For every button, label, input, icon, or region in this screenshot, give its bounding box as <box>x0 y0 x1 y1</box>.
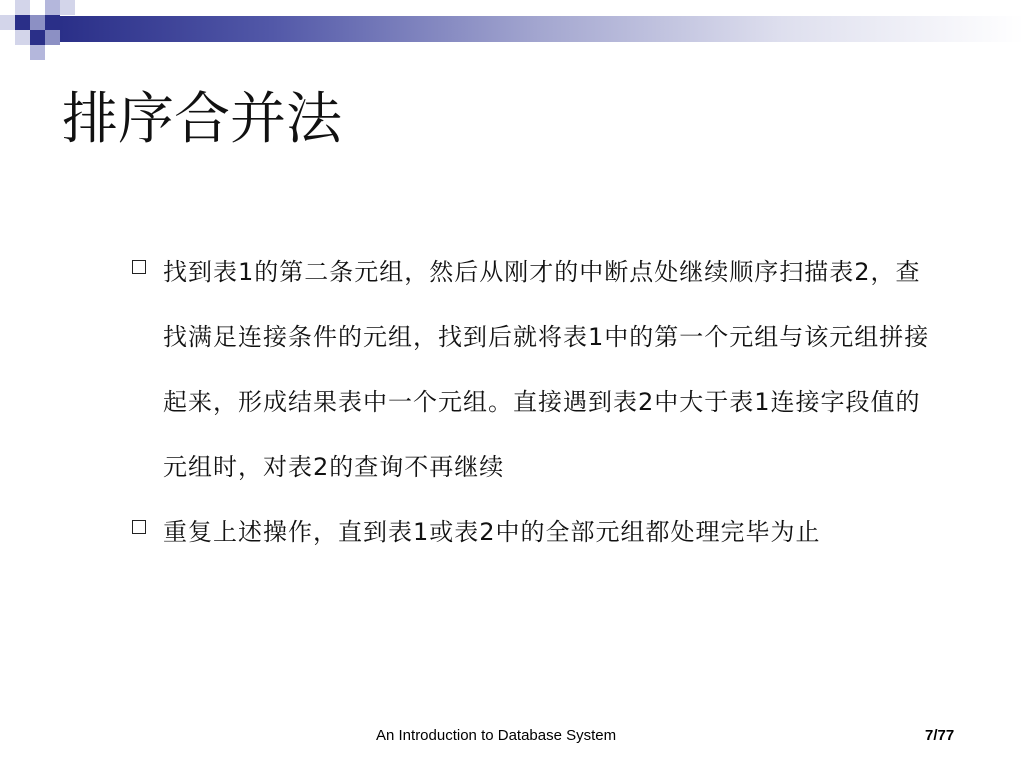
decor-square <box>30 30 45 45</box>
decor-square <box>45 30 60 45</box>
decor-square <box>15 0 30 15</box>
decor-square <box>15 15 30 30</box>
bullet-item <box>132 500 932 565</box>
slide-title: 排序合并法 <box>62 87 342 152</box>
hollow-square-bullet-icon <box>132 520 146 534</box>
bullet-text: 找到表1的第二条元组，然后从刚才的中断点处继续顺序扫描表2，查找满足连接条件的元组，找到后就将表1中的第一个元组与该元组拼接起来，形成结果表中一个元组。直接遇到表2中大于表1连接字段值的元组时，对表2的查询不再继续 <box>163 258 930 481</box>
decor-square <box>30 45 45 60</box>
decor-square <box>45 15 60 30</box>
decor-square <box>15 30 30 45</box>
hollow-square-bullet-icon <box>132 260 146 274</box>
header-gradient-band <box>60 16 1024 42</box>
bullet-text: 重复上述操作，直到表1或表2中的全部元组都处理完毕为止 <box>163 518 821 546</box>
decor-square <box>60 0 75 15</box>
page-number: 7/77 <box>925 727 955 744</box>
decor-square <box>0 15 15 30</box>
footer-course-title: An Introduction to Database System <box>376 727 617 744</box>
decor-square <box>45 0 60 15</box>
decor-square <box>30 15 45 30</box>
bullet-list <box>132 240 932 565</box>
bullet-item <box>132 240 932 500</box>
